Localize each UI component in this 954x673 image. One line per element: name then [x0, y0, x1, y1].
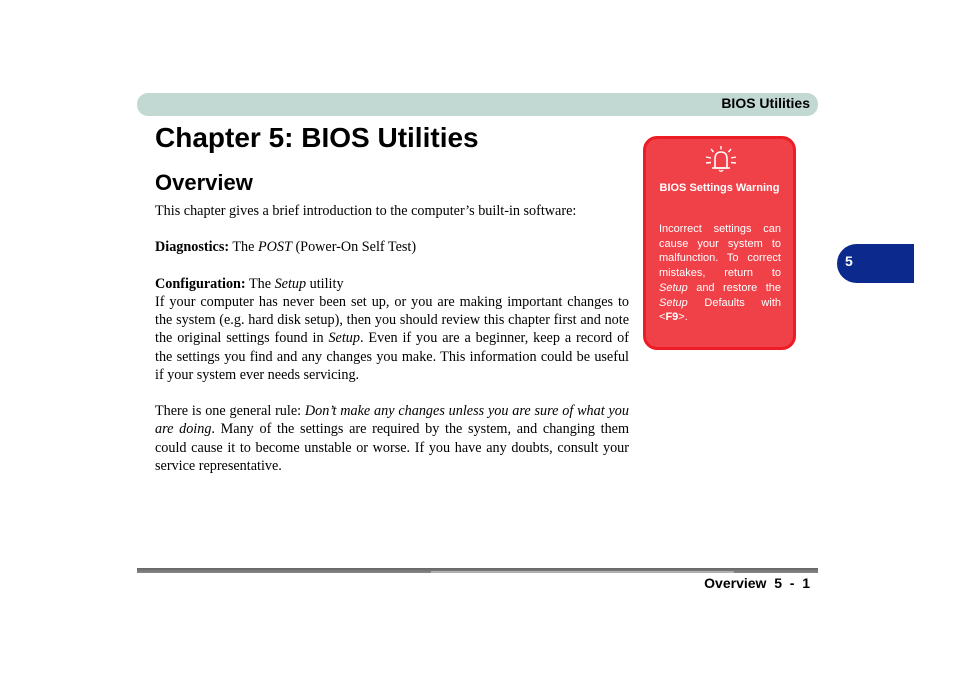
rule-paragraph-a: There is one general rule: [155, 403, 305, 420]
spacer [155, 220, 629, 238]
configuration-rest: utility [306, 275, 344, 292]
warning-text-d: >. [678, 311, 688, 324]
diagnostics-the: The [229, 239, 258, 256]
header-bar [137, 93, 818, 116]
configuration-line [155, 275, 629, 293]
configuration-the: The [245, 275, 275, 292]
chapter-tab-number: 5 [845, 253, 853, 269]
spacer [155, 384, 629, 402]
configuration-label: Configuration: [155, 275, 246, 292]
warning-setup-2: Setup [659, 296, 688, 309]
section-title: Overview [155, 170, 253, 195]
spacer [155, 257, 629, 275]
setup-paragraph-a: If your computer has never been set up, or you are making important changes to the system (e.g. hard disk setup), then you should review this chapter first and note the original settings found in [155, 293, 629, 347]
alarm-bell-icon [704, 145, 738, 173]
rule-paragraph-italic: Don’t make any changes unless you are sure of what you are doing [155, 403, 629, 438]
warning-key: F9 [665, 311, 679, 324]
chapter-tab [837, 244, 914, 283]
warning-sidebar [643, 136, 796, 350]
diagnostics-line [155, 238, 629, 256]
warning-text-b: and restore the [687, 281, 781, 294]
diagnostics-post: POST [258, 239, 292, 256]
chapter-title: Chapter 5: BIOS Utilities [155, 122, 479, 153]
warning-text-a: Incorrect settings can cause your system to malfunction. To correct mistakes, return to [659, 223, 781, 280]
diagnostics-label: Diagnostics: [155, 239, 230, 256]
setup-paragraph-b: . Even if you are a beginner, keep a record of the settings you find and any changes you make. This information could be useful if your system ever needs servicing. [155, 330, 629, 383]
rule-paragraph [155, 402, 629, 475]
diagnostics-rest: (Power-On Self Test) [291, 239, 417, 256]
setup-paragraph [155, 293, 629, 384]
running-header: BIOS Utilities [721, 95, 810, 111]
configuration-setup: Setup [274, 275, 307, 292]
setup-paragraph-setup: Setup [328, 330, 360, 347]
warning-title: BIOS Settings Warning [659, 182, 780, 194]
warning-text-c: Defaults with < [659, 296, 781, 324]
body-text [155, 202, 629, 475]
warning-setup-1: Setup [659, 281, 688, 294]
warning-text [659, 222, 781, 325]
intro-paragraph: This chapter gives a brief introduction to the computer’s built-in software: [155, 203, 577, 219]
rule-paragraph-b: . Many of the settings are required by the system, and changing them could cause it to become unstable or worse. If you have any doubts, consult your service representative. [155, 421, 630, 474]
footer-rule [137, 568, 818, 573]
page-footer: Overview 5 - 1 [704, 575, 810, 591]
